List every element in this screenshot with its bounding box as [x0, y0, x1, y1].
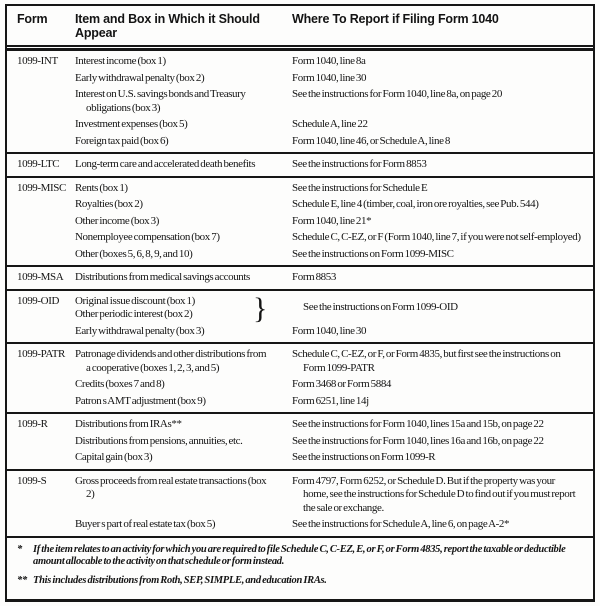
report-cell: Form 6251, line 14j — [292, 394, 369, 407]
table-row — [75, 135, 585, 149]
report-cell: Form 1040, line 8a — [292, 55, 366, 67]
section-1099-ltc — [7, 152, 593, 176]
item-cell: Interest income (box 1) — [75, 55, 166, 67]
form-name: 1099-R — [17, 418, 48, 430]
report-cell: See the instructions for Form 1040, lines 15a and 15b, on page 22 — [292, 418, 544, 430]
table-row — [75, 451, 585, 465]
form-name: 1099-LTC — [17, 158, 60, 170]
section-1099-msa — [7, 265, 593, 289]
item-cell: Investment expenses (box 5) — [75, 118, 188, 130]
form-name: 1099-PATR — [17, 348, 65, 360]
footnote — [17, 575, 583, 588]
table-row — [75, 378, 585, 392]
section-1099-misc — [7, 176, 593, 266]
header-report: Where To Report if Filing Form 1040 — [292, 12, 499, 26]
item-cell: Distributions from IRAs** — [75, 418, 182, 430]
report-cell: Form 1040, line 46, or Schedule A, line 8 — [292, 134, 450, 147]
table-row — [75, 182, 585, 196]
report-cell: Schedule C, C-EZ, or F (Form 1040, line 7, if you were not self-employed) — [292, 231, 581, 243]
footnote-text: This includes distributions from Roth, SEP, SIMPLE, and education IRAs. — [33, 574, 327, 586]
table-row — [75, 198, 585, 212]
section-1099-oid — [7, 289, 593, 343]
header-form: Form — [17, 12, 48, 26]
item-cell: Other (boxes 5, 6, 8, 9, and 10) — [75, 247, 193, 260]
item-cell: Royalties (box 2) — [75, 198, 143, 210]
report-cell: Form 1040, line 21* — [292, 214, 372, 227]
table-row — [75, 72, 585, 86]
footnotes-block — [7, 536, 593, 593]
form-name: 1099-MSA — [17, 271, 64, 283]
form-name: 1099-OID — [17, 294, 60, 307]
table-row — [75, 215, 585, 229]
footnote — [17, 544, 583, 569]
section-1099-r — [7, 412, 593, 469]
item-cell: Foreign tax paid (box 6) — [75, 134, 169, 147]
report-cell: Form 3468 or Form 5884 — [292, 378, 392, 390]
item-cell: Interest on U.S. savings bonds and Treasury obligations (box 3) — [75, 88, 246, 114]
report-cell: Form 8853 — [292, 271, 336, 283]
item-cell: Buyer s part of real estate tax (box 5) — [75, 518, 216, 530]
item-cell: Gross proceeds from real estate transactions (box 2) — [75, 474, 267, 500]
report-cell: See the instructions for Form 1040, line 8a, on page 20 — [292, 88, 502, 100]
table-row — [75, 231, 585, 245]
item-cell: Patronage dividends and other distributions from a cooperative (boxes 1, 2, 3, and 5) — [75, 348, 267, 374]
report-cell: See the instructions on Form 1099-MISC — [292, 247, 454, 260]
footnote-marker: * — [17, 543, 22, 555]
item-cell: Long-term care and accelerated death benefits — [75, 158, 256, 170]
report-cell: See the instructions for Form 1040, lines 16a and 16b, on page 22 — [292, 434, 544, 447]
report-cell: Form 1040, line 30 — [292, 324, 367, 337]
table-row — [75, 88, 585, 115]
report-cell: See the instructions for Schedule E — [292, 181, 428, 194]
table-row — [75, 271, 585, 285]
item-cell: Nonemployee compensation (box 7) — [75, 231, 220, 243]
report-cell: Form 1040, line 30 — [292, 71, 367, 84]
report-cell: See the instructions on Form 1099-OID — [303, 301, 458, 314]
form-name: 1099-INT — [17, 55, 58, 67]
table-row — [75, 325, 585, 339]
section-1099-int — [7, 49, 593, 152]
table-row — [75, 118, 585, 132]
braced-row-group — [75, 291, 585, 325]
header-item: Item and Box in Which it Should Appear — [75, 12, 260, 40]
item-cell: Capital gain (box 3) — [75, 451, 153, 463]
form-name: 1099-MISC — [17, 181, 66, 194]
item-cell: Distributions from medical savings accounts — [75, 271, 250, 283]
table-row — [75, 475, 585, 516]
document-table-frame — [5, 4, 595, 602]
item-cell: Other periodic interest (box 2) — [75, 308, 193, 320]
section-1099-patr — [7, 342, 593, 412]
report-cell: Schedule C, C-EZ, or F, or Form 4835, but first see the instructions on Form 1099-PATR — [292, 348, 561, 374]
table-row — [75, 248, 585, 262]
table-row — [75, 395, 585, 409]
table-row — [75, 435, 585, 449]
item-cell: Credits (boxes 7 and 8) — [75, 378, 165, 390]
report-cell: Schedule E, line 4 (timber, coal, iron ore royalties, see Pub. 544) — [292, 198, 539, 210]
table-row — [75, 348, 585, 375]
item-cell: Early withdrawal penalty (box 2) — [75, 71, 205, 84]
item-cell: Original issue discount (box 1) — [75, 294, 195, 307]
table-row — [75, 418, 585, 432]
table-header-row — [7, 6, 593, 47]
item-cell: Early withdrawal penalty (box 3) — [75, 324, 205, 337]
footnote-text: If the item relates to an activity for which you are required to file Schedule C, C-EZ, E, or F, or Form 4835, report the taxable or deductible amount allocable to the activity on that schedule or form instead. — [33, 543, 566, 567]
table-row — [75, 518, 585, 532]
report-cell: Form 4797, Form 6252, or Schedule D. But if the property was your home, see the instructions for Schedule D to find out if you must report the sale or exchange. — [292, 474, 576, 514]
report-cell: See the instructions for Form 8853 — [292, 158, 427, 170]
brace-glyph: } — [253, 291, 267, 325]
table-row — [75, 55, 585, 69]
item-cell: Other income (box 3) — [75, 214, 159, 227]
table-row — [75, 158, 585, 172]
report-cell: See the instructions for Schedule A, line 6, on page A-2* — [292, 518, 510, 530]
section-1099-s — [7, 469, 593, 536]
report-cell: Schedule A, line 22 — [292, 118, 368, 130]
form-name: 1099-S — [17, 474, 47, 487]
report-cell: See the instructions on Form 1099-R — [292, 451, 436, 463]
footnote-marker: ** — [17, 574, 27, 586]
item-cell: Patron s AMT adjustment (box 9) — [75, 394, 206, 407]
item-cell: Rents (box 1) — [75, 181, 128, 194]
item-cell: Distributions from pensions, annuities, etc. — [75, 434, 243, 447]
